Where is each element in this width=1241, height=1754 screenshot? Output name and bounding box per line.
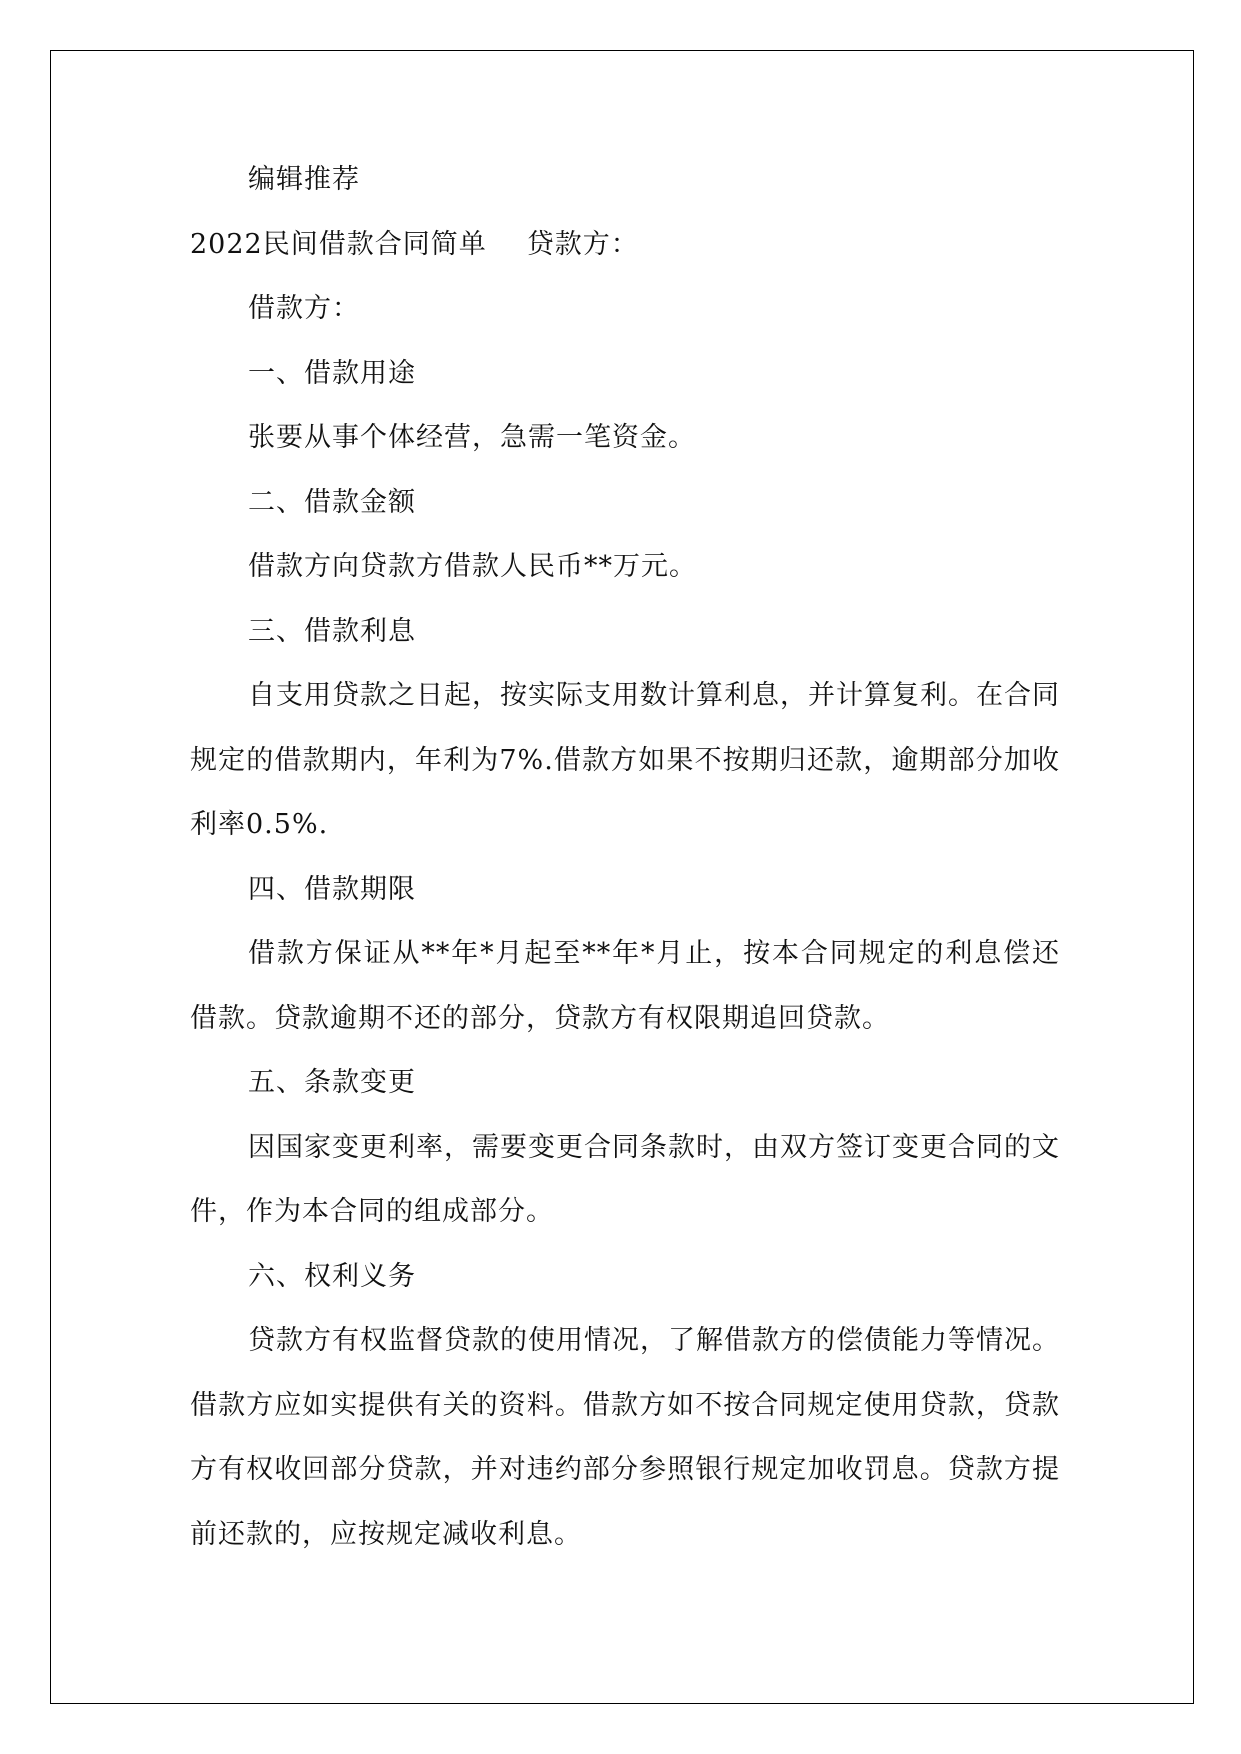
section-heading-purpose: 一、借款用途 [248, 357, 416, 389]
section-heading-interest: 三、借款利息 [248, 615, 416, 647]
borrower-label: 借款方： [248, 293, 360, 324]
title-line [190, 213, 1060, 278]
section-heading-term: 四、借款期限 [248, 873, 416, 905]
section-heading-amount: 二、借款金额 [248, 486, 416, 518]
section-heading-rights: 六、权利义务 [248, 1260, 416, 1292]
section-body-rights: 贷款方有权监督贷款的使用情况，了解借款方的偿债能力等情况。借款方应如实提供有关的资料。借款方如不按合同规定使用贷款，贷款方有权收回部分贷款，并对违约部分参照银行规定加收罚息。贷款方提前还款的，应按规定减收利息。 [190, 1325, 1060, 1550]
section-body-interest: 自支用贷款之日起，按实际支用数计算利息，并计算复利。在合同规定的借款期内，年利为7%.借款方如果不按期归还款，逾期部分加收利率0.5%. [190, 680, 1060, 840]
section-body-amendment: 因国家变更利率，需要变更合同条款时，由双方签订变更合同的文件，作为本合同的组成部分。 [190, 1131, 1060, 1227]
section-body-term: 借款方保证从**年*月起至**年*月止，按本合同规定的利息偿还借款。贷款逾期不还的部分，贷款方有权限期追回贷款。 [190, 938, 1060, 1034]
document-title: 2022民间借款合同简单 [190, 228, 487, 260]
editor-pick-label: 编辑推荐 [248, 164, 360, 195]
lender-label: 贷款方： [526, 228, 639, 260]
section-body-amount: 借款方向贷款方借款人民币**万元。 [248, 551, 697, 582]
document-body [190, 148, 1060, 1567]
section-body-purpose: 张要从事个体经营，急需一笔资金。 [248, 422, 696, 453]
section-heading-amendment: 五、条款变更 [248, 1067, 416, 1098]
